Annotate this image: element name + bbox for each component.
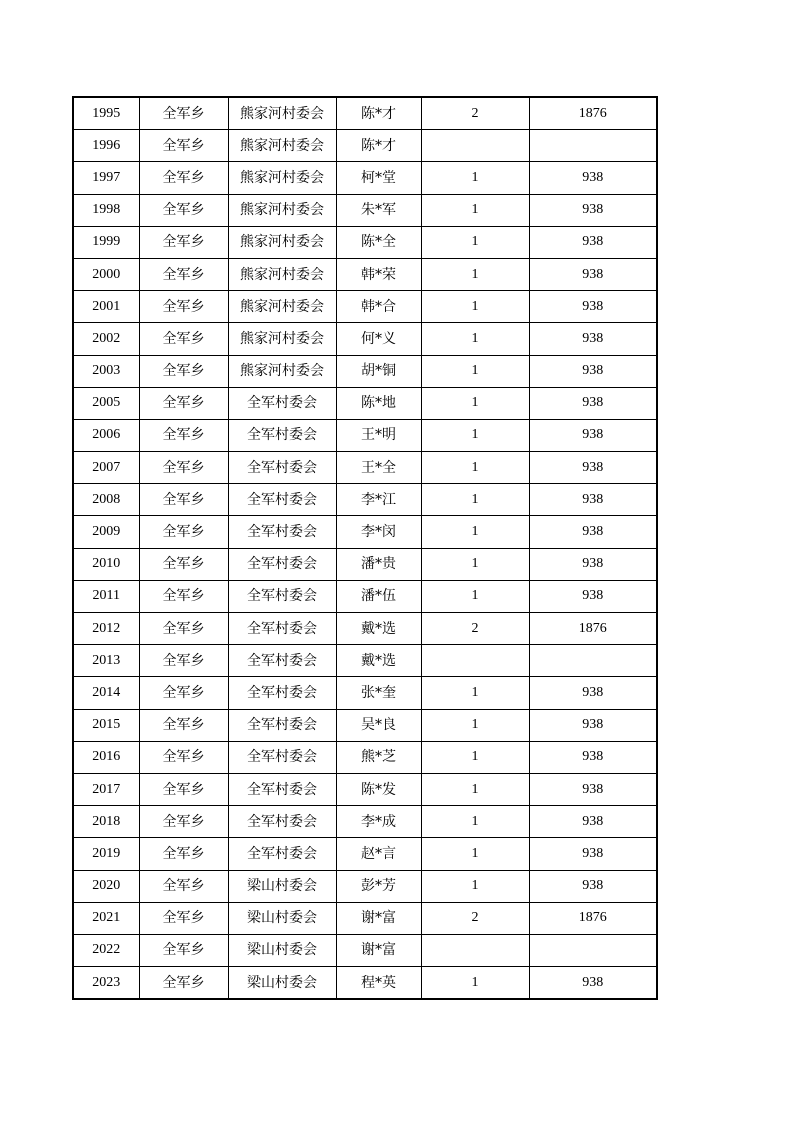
name-cell: 胡*铜 — [336, 355, 421, 387]
township-cell: 全军乡 — [139, 194, 228, 226]
table-row — [73, 387, 657, 419]
serial-number-cell: 2005 — [73, 387, 139, 419]
table-row — [73, 226, 657, 258]
serial-number-cell: 2007 — [73, 452, 139, 484]
amount-cell: 938 — [529, 580, 657, 612]
township-cell: 全军乡 — [139, 548, 228, 580]
name-cell: 陈*发 — [336, 773, 421, 805]
amount-cell: 938 — [529, 355, 657, 387]
amount-cell: 938 — [529, 741, 657, 773]
village-committee-cell: 熊家河村委会 — [228, 162, 336, 194]
serial-number-cell: 2003 — [73, 355, 139, 387]
count-cell: 1 — [421, 709, 529, 741]
serial-number-cell: 2001 — [73, 291, 139, 323]
village-committee-cell: 梁山村委会 — [228, 967, 336, 1000]
count-cell: 1 — [421, 226, 529, 258]
amount-cell: 938 — [529, 162, 657, 194]
table-body — [73, 97, 657, 999]
count-cell: 2 — [421, 902, 529, 934]
village-committee-cell: 熊家河村委会 — [228, 130, 336, 162]
table-row — [73, 452, 657, 484]
village-committee-cell: 全军村委会 — [228, 484, 336, 516]
village-committee-cell: 熊家河村委会 — [228, 226, 336, 258]
table-row — [73, 97, 657, 130]
village-committee-cell: 全军村委会 — [228, 580, 336, 612]
village-committee-cell: 全军村委会 — [228, 548, 336, 580]
amount-cell: 938 — [529, 709, 657, 741]
count-cell: 1 — [421, 194, 529, 226]
count-cell: 2 — [421, 97, 529, 130]
table-row — [73, 484, 657, 516]
name-cell: 彭*芳 — [336, 870, 421, 902]
serial-number-cell: 2002 — [73, 323, 139, 355]
count-cell: 1 — [421, 291, 529, 323]
count-cell: 1 — [421, 838, 529, 870]
name-cell: 赵*言 — [336, 838, 421, 870]
village-committee-cell: 全军村委会 — [228, 838, 336, 870]
table-row — [73, 323, 657, 355]
serial-number-cell: 2014 — [73, 677, 139, 709]
table-row — [73, 258, 657, 290]
serial-number-cell: 1996 — [73, 130, 139, 162]
serial-number-cell: 1997 — [73, 162, 139, 194]
serial-number-cell: 1995 — [73, 97, 139, 130]
name-cell: 谢*富 — [336, 934, 421, 966]
name-cell: 李*江 — [336, 484, 421, 516]
amount-cell: 938 — [529, 387, 657, 419]
serial-number-cell: 2009 — [73, 516, 139, 548]
serial-number-cell: 2023 — [73, 967, 139, 1000]
village-committee-cell: 梁山村委会 — [228, 934, 336, 966]
village-committee-cell: 熊家河村委会 — [228, 258, 336, 290]
count-cell — [421, 645, 529, 677]
serial-number-cell: 1998 — [73, 194, 139, 226]
township-cell: 全军乡 — [139, 741, 228, 773]
table-row — [73, 291, 657, 323]
table-row — [73, 130, 657, 162]
name-cell: 陈*全 — [336, 226, 421, 258]
count-cell: 1 — [421, 484, 529, 516]
amount-cell: 938 — [529, 516, 657, 548]
name-cell: 潘*贵 — [336, 548, 421, 580]
table-row — [73, 967, 657, 1000]
township-cell: 全军乡 — [139, 838, 228, 870]
township-cell: 全军乡 — [139, 516, 228, 548]
name-cell: 韩*荣 — [336, 258, 421, 290]
name-cell: 张*奎 — [336, 677, 421, 709]
serial-number-cell: 2016 — [73, 741, 139, 773]
serial-number-cell: 2020 — [73, 870, 139, 902]
amount-cell: 938 — [529, 870, 657, 902]
count-cell: 1 — [421, 323, 529, 355]
township-cell: 全军乡 — [139, 902, 228, 934]
data-table — [72, 96, 658, 1000]
serial-number-cell: 2000 — [73, 258, 139, 290]
name-cell: 潘*伍 — [336, 580, 421, 612]
count-cell: 1 — [421, 967, 529, 1000]
village-committee-cell: 全军村委会 — [228, 806, 336, 838]
township-cell: 全军乡 — [139, 967, 228, 1000]
township-cell: 全军乡 — [139, 97, 228, 130]
count-cell: 1 — [421, 258, 529, 290]
amount-cell: 938 — [529, 291, 657, 323]
table-row — [73, 773, 657, 805]
table-row — [73, 162, 657, 194]
table-row — [73, 934, 657, 966]
serial-number-cell: 2019 — [73, 838, 139, 870]
village-committee-cell: 全军村委会 — [228, 613, 336, 645]
amount-cell: 938 — [529, 419, 657, 451]
count-cell: 1 — [421, 516, 529, 548]
count-cell: 2 — [421, 613, 529, 645]
village-committee-cell: 全军村委会 — [228, 387, 336, 419]
name-cell: 陈*才 — [336, 97, 421, 130]
amount-cell: 938 — [529, 548, 657, 580]
table-row — [73, 613, 657, 645]
count-cell: 1 — [421, 773, 529, 805]
name-cell: 韩*合 — [336, 291, 421, 323]
township-cell: 全军乡 — [139, 484, 228, 516]
township-cell: 全军乡 — [139, 355, 228, 387]
table-row — [73, 838, 657, 870]
name-cell: 朱*军 — [336, 194, 421, 226]
township-cell: 全军乡 — [139, 130, 228, 162]
name-cell: 李*闵 — [336, 516, 421, 548]
village-committee-cell: 熊家河村委会 — [228, 291, 336, 323]
count-cell — [421, 130, 529, 162]
name-cell: 谢*富 — [336, 902, 421, 934]
table-row — [73, 741, 657, 773]
township-cell: 全军乡 — [139, 580, 228, 612]
count-cell: 1 — [421, 355, 529, 387]
township-cell: 全军乡 — [139, 773, 228, 805]
village-committee-cell: 全军村委会 — [228, 645, 336, 677]
serial-number-cell: 2021 — [73, 902, 139, 934]
township-cell: 全军乡 — [139, 677, 228, 709]
name-cell: 柯*堂 — [336, 162, 421, 194]
village-committee-cell: 全军村委会 — [228, 741, 336, 773]
serial-number-cell: 2018 — [73, 806, 139, 838]
village-committee-cell: 熊家河村委会 — [228, 97, 336, 130]
name-cell: 戴*选 — [336, 645, 421, 677]
name-cell: 李*成 — [336, 806, 421, 838]
count-cell: 1 — [421, 419, 529, 451]
serial-number-cell: 2013 — [73, 645, 139, 677]
township-cell: 全军乡 — [139, 419, 228, 451]
amount-cell: 938 — [529, 967, 657, 1000]
village-committee-cell: 熊家河村委会 — [228, 323, 336, 355]
amount-cell: 1876 — [529, 902, 657, 934]
table-row — [73, 516, 657, 548]
serial-number-cell: 2015 — [73, 709, 139, 741]
village-committee-cell: 全军村委会 — [228, 516, 336, 548]
township-cell: 全军乡 — [139, 452, 228, 484]
table-row — [73, 580, 657, 612]
amount-cell — [529, 934, 657, 966]
village-committee-cell: 熊家河村委会 — [228, 194, 336, 226]
table-row — [73, 645, 657, 677]
amount-cell — [529, 130, 657, 162]
name-cell: 吴*良 — [336, 709, 421, 741]
name-cell: 陈*才 — [336, 130, 421, 162]
serial-number-cell: 2008 — [73, 484, 139, 516]
township-cell: 全军乡 — [139, 709, 228, 741]
amount-cell: 938 — [529, 226, 657, 258]
table-row — [73, 355, 657, 387]
amount-cell: 938 — [529, 484, 657, 516]
village-committee-cell: 全军村委会 — [228, 419, 336, 451]
table-row — [73, 677, 657, 709]
count-cell: 1 — [421, 580, 529, 612]
amount-cell: 938 — [529, 677, 657, 709]
name-cell: 戴*选 — [336, 613, 421, 645]
name-cell: 何*义 — [336, 323, 421, 355]
village-committee-cell: 梁山村委会 — [228, 902, 336, 934]
count-cell: 1 — [421, 870, 529, 902]
township-cell: 全军乡 — [139, 387, 228, 419]
township-cell: 全军乡 — [139, 323, 228, 355]
township-cell: 全军乡 — [139, 613, 228, 645]
table-row — [73, 194, 657, 226]
amount-cell: 938 — [529, 773, 657, 805]
count-cell: 1 — [421, 452, 529, 484]
amount-cell: 938 — [529, 323, 657, 355]
name-cell: 熊*芝 — [336, 741, 421, 773]
serial-number-cell: 2006 — [73, 419, 139, 451]
village-committee-cell: 全军村委会 — [228, 709, 336, 741]
township-cell: 全军乡 — [139, 870, 228, 902]
township-cell: 全军乡 — [139, 291, 228, 323]
serial-number-cell: 2012 — [73, 613, 139, 645]
amount-cell: 938 — [529, 194, 657, 226]
township-cell: 全军乡 — [139, 226, 228, 258]
amount-cell: 938 — [529, 452, 657, 484]
amount-cell — [529, 645, 657, 677]
serial-number-cell: 2010 — [73, 548, 139, 580]
serial-number-cell: 2017 — [73, 773, 139, 805]
village-committee-cell: 全军村委会 — [228, 677, 336, 709]
serial-number-cell: 2011 — [73, 580, 139, 612]
name-cell: 程*英 — [336, 967, 421, 1000]
count-cell: 1 — [421, 548, 529, 580]
table-row — [73, 419, 657, 451]
village-committee-cell: 梁山村委会 — [228, 870, 336, 902]
count-cell — [421, 934, 529, 966]
village-committee-cell: 全军村委会 — [228, 773, 336, 805]
table-row — [73, 806, 657, 838]
amount-cell: 938 — [529, 258, 657, 290]
count-cell: 1 — [421, 806, 529, 838]
name-cell: 陈*地 — [336, 387, 421, 419]
name-cell: 王*明 — [336, 419, 421, 451]
amount-cell: 1876 — [529, 97, 657, 130]
table-row — [73, 902, 657, 934]
count-cell: 1 — [421, 387, 529, 419]
serial-number-cell: 1999 — [73, 226, 139, 258]
township-cell: 全军乡 — [139, 934, 228, 966]
township-cell: 全军乡 — [139, 645, 228, 677]
township-cell: 全军乡 — [139, 806, 228, 838]
table-row — [73, 709, 657, 741]
township-cell: 全军乡 — [139, 162, 228, 194]
serial-number-cell: 2022 — [73, 934, 139, 966]
village-committee-cell: 熊家河村委会 — [228, 355, 336, 387]
count-cell: 1 — [421, 677, 529, 709]
table-row — [73, 870, 657, 902]
amount-cell: 1876 — [529, 613, 657, 645]
count-cell: 1 — [421, 741, 529, 773]
township-cell: 全军乡 — [139, 258, 228, 290]
amount-cell: 938 — [529, 838, 657, 870]
name-cell: 王*全 — [336, 452, 421, 484]
amount-cell: 938 — [529, 806, 657, 838]
count-cell: 1 — [421, 162, 529, 194]
village-committee-cell: 全军村委会 — [228, 452, 336, 484]
table-row — [73, 548, 657, 580]
